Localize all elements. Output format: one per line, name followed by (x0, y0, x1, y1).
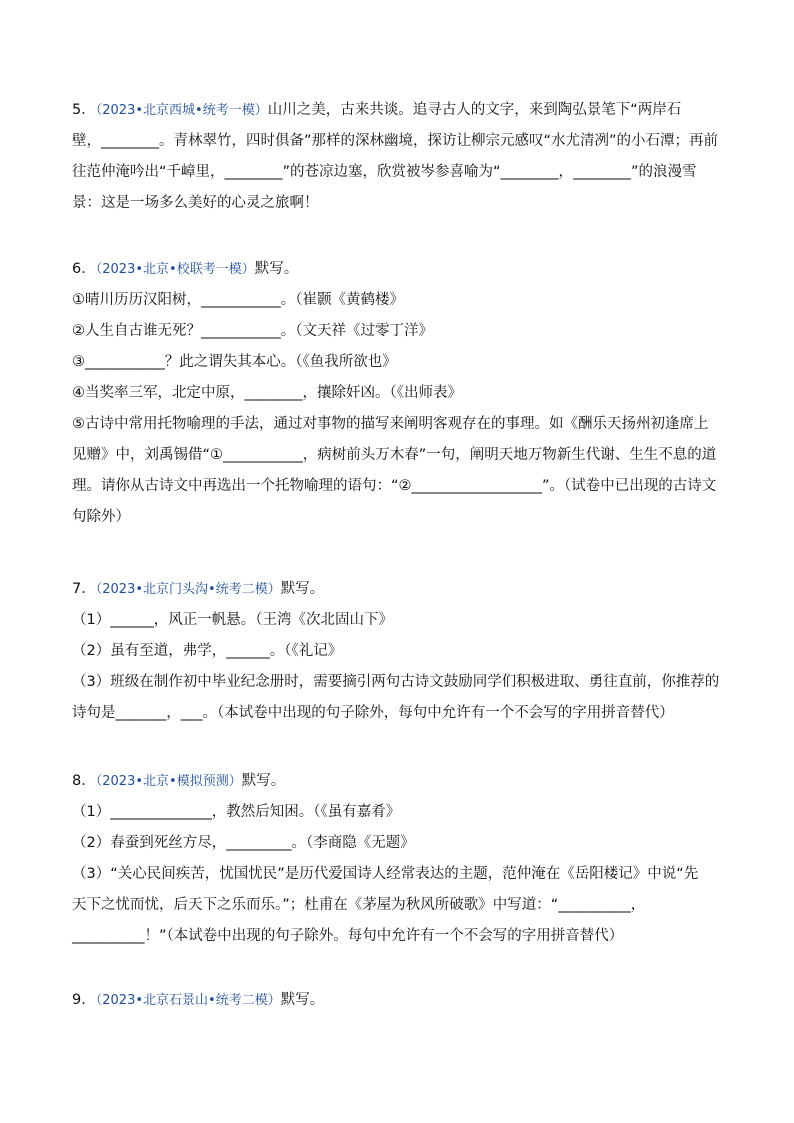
question-6-line-5: ④当奖率三军，北定中原，________，攘除奸凶。（《出师表》 (72, 385, 462, 401)
question-7-line-5: 诗句是_______，___。（本试卷中出现的句子除外，每句中允许有一个不会写的字用拼音替代） (72, 705, 674, 721)
question-5-line-2: 壁，________。青林翠竹，四时俱备”那样的深林幽境，探访让柳宗元感叹“水尤清冽”的小石潭；再前 (72, 133, 719, 149)
question-text: 默写。 (280, 581, 325, 597)
question-source: （2023•北京门头沟•统考二模） (95, 582, 281, 597)
question-7-line-2: （1）______，风正一帆悬。（王湾《次北固山下》 (72, 612, 393, 628)
question-number: 7． (72, 581, 96, 597)
question-6 (72, 254, 722, 533)
question-5-line-1 (72, 95, 722, 126)
question-7-line-4: （3）班级在制作初中毕业纪念册时，需要摘引两句古诗文鼓励同学们积极进取、勇往直前，你推荐的 (72, 674, 720, 690)
question-7 (72, 574, 722, 729)
question-5 (72, 95, 722, 219)
question-text: 山川之美，古来共谈。追寻古人的文字，来到陶弘景笔下“两岸石 (267, 102, 682, 118)
question-8-line-3: （2）春蚕到死丝方尽，_________。（李商隐《无题》 (72, 835, 415, 851)
question-6-line-4: ③___________？此之谓失其本心。（《鱼我所欲也》 (72, 354, 397, 370)
question-8-line-1 (72, 766, 722, 797)
question-6-line-1 (72, 254, 722, 285)
question-source: （2023•北京石景山•统考二模） (95, 993, 281, 1008)
question-8-line-6: __________！”（本试卷中出现的句子除外。每句中允许有一个不会写的字用拼音替代） (72, 928, 624, 944)
question-6-line-6: ⑤古诗中常用托物喻理的手法，通过对事物的描写来阐明客观存在的事理。如《酬乐天扬州初逢席上 (72, 416, 709, 432)
question-6-line-7: 见赠》中，刘禹锡借“①___________，病树前头万木春”一句，阐明天地万物新生代谢、生生不息的道 (72, 447, 717, 463)
question-6-line-8: 理。请你从古诗文中再选出一个托物喻理的语句：“②__________________”。（试卷中已出现的古诗文 (72, 478, 717, 494)
question-6-line-3: ②人生自古谁无死？___________。（文天祥《过零丁洋》 (72, 323, 433, 339)
question-source: （2023•北京•校联考一模） (95, 262, 255, 277)
question-6-line-9: 句除外） (72, 509, 130, 525)
question-text: 默写。 (280, 992, 325, 1008)
question-source: （2023•北京西城•统考一模） (95, 103, 268, 118)
question-9-line-1 (72, 985, 722, 1016)
question-8 (72, 766, 722, 952)
question-number: 6． (72, 261, 96, 277)
question-source: （2023•北京•模拟预测） (95, 774, 242, 789)
question-5-line-4: 景：这是一场多么美好的心灵之旅啊！ (72, 195, 319, 211)
question-number: 5． (72, 102, 96, 118)
question-number: 9． (72, 992, 96, 1008)
question-6-line-2: ①晴川历历汉阳树，___________。（崔颢《黄鹤楼》 (72, 292, 404, 308)
question-7-line-3: （2）虽有至道，弗学，______。（《礼记》 (72, 643, 343, 659)
question-8-line-5: 天下之忧而忧，后天下之乐而乐。”；杜甫在《茅屋为秋风所破歌》中写道：“__________， (72, 897, 646, 913)
question-text: 默写。 (241, 773, 286, 789)
question-number: 8． (72, 773, 96, 789)
question-9 (72, 985, 722, 1016)
question-text: 默写。 (254, 261, 299, 277)
question-5-line-3: 往范仲淹吟出“千嶂里，________”的苍凉边塞，欣赏被岑参喜喻为“________，________”的浪漫雪 (72, 164, 697, 180)
question-8-line-4: （3）“关心民间疾苦，忧国忧民”是历代爱国诗人经常表达的主题，范仲淹在《岳阳楼记》中说“先 (72, 866, 699, 882)
question-8-line-2: （1）______________，教然后知困。（《虽有嘉肴》 (72, 804, 401, 820)
question-7-line-1 (72, 574, 722, 605)
